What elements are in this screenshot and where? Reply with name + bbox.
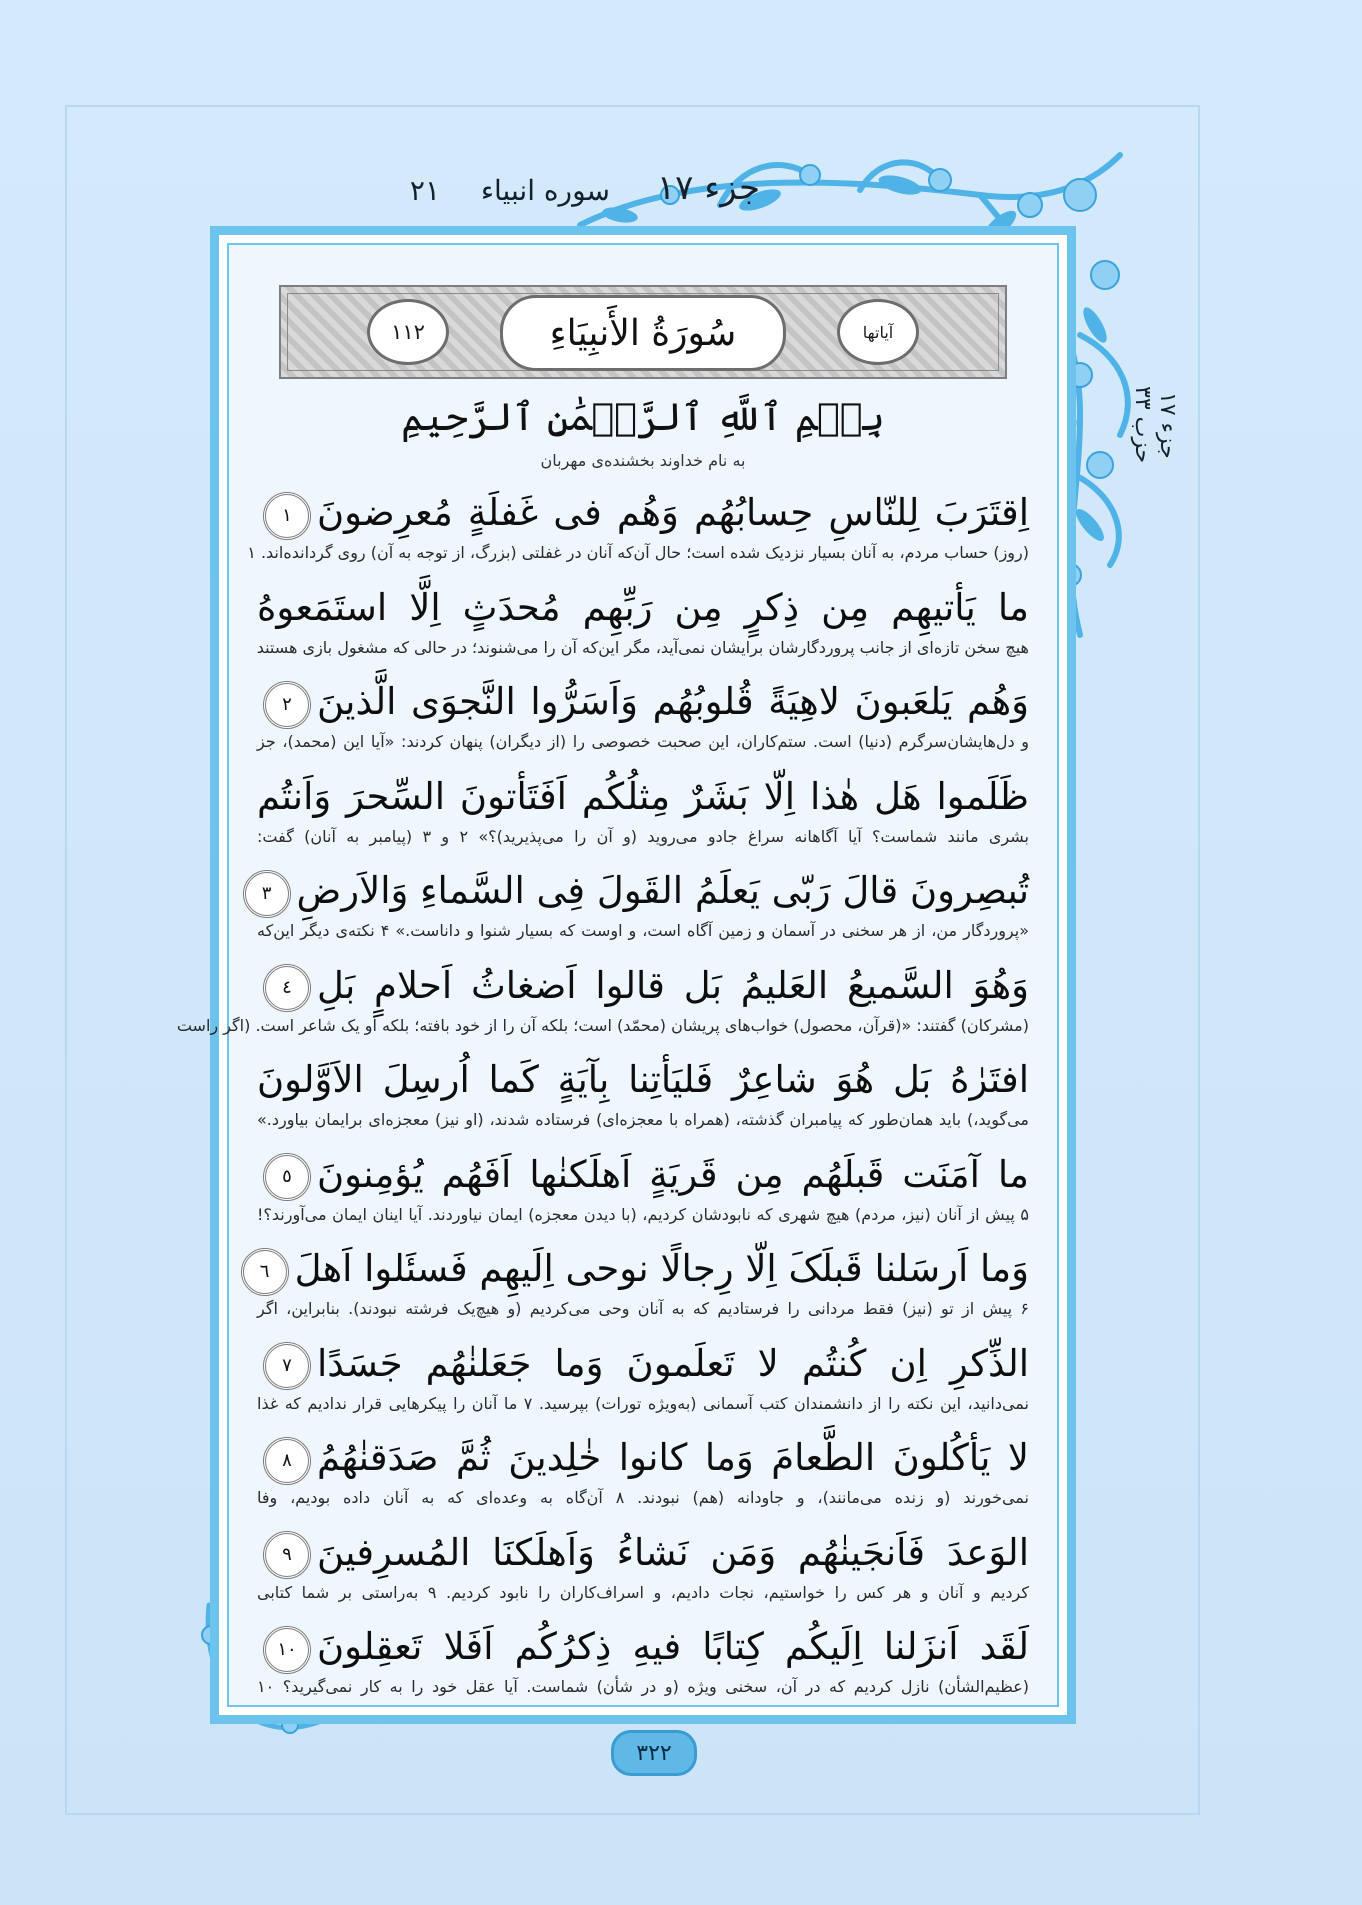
text-frame <box>176 226 1076 1724</box>
arabic-text: الوَعدَ فَاَنجَینٰهُم وَمَن نَشاءُ وَاَهلَکنَا المُسرِفینَ <box>317 1530 1029 1574</box>
persian-translation-line: (مشرکان) گفتند: «(قرآن، محصول) خواب‌های پریشان (محمّد) است؛ بلکه آن را از خود بافته؛ بلکه او یک شاعر است. (اگر راست <box>176 1015 1029 1035</box>
persian-translation-line: هیچ سخن تازه‌ای از جانب پروردگارشان برایشان نمی‌آید، مگر این‌که آن را می‌شنوند؛ در حالی که مشغول بازی هستند <box>256 637 1029 657</box>
arabic-text-line <box>257 485 1029 541</box>
ayah-number-marker: ٢ <box>263 681 311 729</box>
arabic-text-line <box>257 958 1029 1014</box>
ayah-number-marker: ١ <box>263 492 311 540</box>
verse-line <box>257 1525 1029 1619</box>
verse-line <box>257 1241 1029 1335</box>
side-hizb: حزب ۳۳ <box>1130 386 1155 464</box>
verse-line <box>176 958 1029 1052</box>
arabic-text: لَقَد اَنزَلنا اِلَیکُم کِتابًا فیهِ ذِکرُکُم اَفَلا تَعقِلونَ <box>317 1625 1029 1668</box>
arabic-text: ظَلَموا هَل هٰذا اِلّا بَشَرٌ مِثلُکُم اَفَتَأتونَ السِّحرَ وَاَنتُم <box>257 774 1029 818</box>
arabic-text: ما یَأتیهِم مِن ذِکرٍ مِن رَبِّهِم مُحدَثٍ اِلَّا استَمَعوهُ <box>257 585 1029 629</box>
basmala: بِسۡمِ ٱللَّهِ ٱلرَّحۡمَٰنِ ٱلرَّحِيمِ <box>401 395 885 439</box>
persian-translation-line: و دل‌هایشان‌سرگرم (دنیا) است. ستم‌کاران، این صحبت خصوصی را (از دیگران) پنهان کردند: «آیا این (محمد)، جز <box>257 732 1029 751</box>
arabic-text: تُبصِرونَ قالَ رَبّی یَعلَمُ القَولَ فِی السَّماءِ وَالاَرضِ <box>296 869 1029 912</box>
surah-title-band <box>279 285 1007 379</box>
persian-translation-line: (روز) حساب مردم، به آنان بسیار نزدیک شده است؛ حال آن‌که آنان در غفلتی (بزرگ، از توجه به آن) روی گردانده‌اند. ۱ <box>247 543 1029 562</box>
persian-translation-line: کردیم و آنان و هر کس را خواستیم، نجات دادیم، و اسراف‌کاران را نابود کردیم. ۹ به‌راستی بر شما کتابی <box>257 1582 1029 1602</box>
ayah-number-marker: ٧ <box>263 1342 311 1390</box>
persian-translation-line: ۵ پیش از آنان (نیز، مردم) هیچ شهری که نابودشان کردیم، (با دیدن معجزه) ایمان نیاوردند. آیا اینان ایمان می‌آورند؟! <box>257 1204 1029 1224</box>
persian-translation-line: نمی‌خورند (و زنده می‌مانند)، و جاودانه (هم) نبودند. ۸ آن‌گاه به وعده‌ای که به آنان داده بودیم، وفا <box>257 1488 1029 1507</box>
verse-line <box>257 1619 1029 1713</box>
verse-line <box>257 1336 1029 1430</box>
arabic-text: الذِّکرِ اِن کُنتُم لا تَعلَمونَ وَما جَعَلنٰهُم جَسَدًا <box>317 1341 1029 1385</box>
verse-line <box>257 1147 1029 1241</box>
persian-translation-line: (عظیم‌الشأن) نازل کردیم که در آن، سخنی ویژه (و در شأن) شماست. آیا عقل خود را به کار نمی‌گیرید؟ ۱۰ <box>257 1677 1029 1696</box>
text-frame-inner <box>176 243 1059 1707</box>
verse-line <box>247 485 1029 579</box>
arabic-text-line <box>257 1052 1029 1108</box>
persian-translation-line: می‌گوید،) باید همان‌طور که پیامبران گذشته، (همراه با معجزه‌ای) فرستاده شدند، (او نیز) معجزه‌ای برایمان بیاورد.» <box>257 1110 1029 1129</box>
arabic-text: وَهُوَ السَّمیعُ العَلیمُ بَل قالوا اَضغاثُ اَحلامٍ بَلِ <box>317 963 1029 1007</box>
arabic-text: اِقتَرَبَ لِلنّاسِ حِسابُهُم وَهُم فی غَفلَةٍ مُعرِضونَ <box>317 491 1029 534</box>
verse-count-medallion: ۱۱۲ <box>367 299 449 365</box>
persian-translation-line: ۶ پیش از تو (نیز) فقط مردانی را فرستادیم که به آنان وحی می‌کردیم (و هیچ‌یک فرشته نبودند). بنابراین، اگر <box>257 1299 1029 1318</box>
ayah-number-marker: ٤ <box>263 964 311 1012</box>
arabic-text-line <box>257 769 1029 825</box>
verse-line <box>257 863 1029 957</box>
verse-line <box>257 1052 1029 1146</box>
side-juz: جزء ۱۷ <box>1155 391 1180 459</box>
running-header <box>380 168 760 218</box>
ayah-number-marker: ٥ <box>263 1153 311 1201</box>
arabic-text-line <box>257 1525 1029 1581</box>
arabic-text-line <box>257 1619 1029 1675</box>
persian-translation-line: بشری مانند شماست؟ آیا آگاهانه سراغ جادو می‌روید (و آن را می‌پذیرید)؟» ۲ و ۳ (پیامبر به آنان) گفت: <box>257 826 1030 846</box>
basmala-translation: به نام خداوند بخشنده‌ی مهربان <box>540 451 746 470</box>
surah-title: سُورَةُ الأَنبِيَاءِ <box>500 295 786 371</box>
verse-line <box>257 1430 1029 1524</box>
verse-line <box>257 580 1029 674</box>
arabic-text-line <box>257 863 1029 919</box>
persian-translation-line: «پروردگار من، از هر سخنی در آسمان و زمین آگاه است، و اوست که بسیار شنوا و داناست.» ۴ نکته‌ی دیگر این‌که <box>257 921 1029 940</box>
arabic-text-line <box>257 1147 1029 1203</box>
verses-label-medallion: آیاتها <box>837 299 919 365</box>
arabic-text: وَهُم یَلعَبونَ لاهِیَةً قُلوبُهُم وَاَسَرُّوا النَّجوَی الَّذینَ <box>317 680 1029 723</box>
arabic-text: وَما اَرسَلنا قَبلَکَ اِلّا رِجالًا نوحی اِلَیهِم فَسئَلوا اَهلَ <box>294 1247 1029 1290</box>
page-number: ۳۲۲ <box>611 1730 697 1776</box>
arabic-text-line <box>257 1241 1029 1297</box>
header-surah-name: سوره انبياء <box>480 174 610 207</box>
arabic-text: لا یَأکُلونَ الطَّعامَ وَما کانوا خٰلِدینَ ثُمَّ صَدَقنٰهُمُ <box>317 1436 1029 1479</box>
arabic-text: ما آمَنَت قَبلَهُم مِن قَریَةٍ اَهلَکنٰها اَفَهُم یُؤمِنونَ <box>317 1152 1030 1196</box>
header-surah-number: ۲۱ <box>409 174 440 207</box>
arabic-text: افتَرٰهُ بَل هُوَ شاعِرٌ فَلیَأتِنا بِآیَةٍ کَما اُرسِلَ الاَوَّلونَ <box>257 1058 1029 1101</box>
ayah-number-marker: ٦ <box>241 1248 289 1296</box>
ayah-number-marker: ١٠ <box>263 1626 311 1674</box>
persian-translation-line: نمی‌دانید، این نکته را از دانشمندان کتب آسمانی (به‌ویژه تورات) بپرسید. ۷ ما آنان را پیکرهایی قرار ندادیم که غذا <box>257 1393 1030 1413</box>
verse-line <box>257 769 1029 863</box>
ayah-number-marker: ٣ <box>243 870 291 918</box>
ayah-number-marker: ٩ <box>263 1531 311 1579</box>
arabic-text-line <box>257 1336 1029 1392</box>
arabic-text-line <box>257 580 1029 636</box>
ayah-number-marker: ٨ <box>263 1437 311 1485</box>
header-juz: جزء ۱۷ <box>656 168 760 208</box>
verse-line <box>257 674 1029 768</box>
arabic-text-line <box>257 674 1029 730</box>
arabic-text-line <box>257 1430 1029 1486</box>
side-juz-hizb-label <box>1120 340 1180 510</box>
